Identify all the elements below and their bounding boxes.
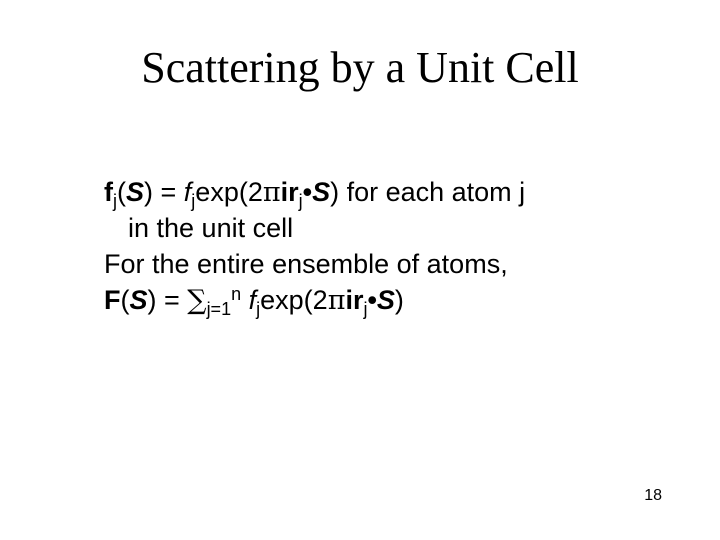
- eq1-s-vector-2: S: [312, 177, 331, 207]
- eq1-s-vector: S: [126, 177, 145, 207]
- eq1-continuation: in the unit cell: [128, 213, 294, 243]
- eq2-s-vector: S: [129, 285, 148, 315]
- eq2-sum-lower: j=1: [206, 299, 232, 319]
- eq2-sub-j-2: j: [363, 299, 368, 319]
- eq1-dot: •: [302, 177, 313, 207]
- eq1-tail: ) for each atom j: [330, 177, 526, 207]
- eq1-f-italic: f: [183, 177, 192, 207]
- eq1-sub-j-2: j: [191, 191, 196, 211]
- eq2-s-vector-2: S: [376, 285, 395, 315]
- eq2-exp-open: exp(2: [260, 285, 328, 315]
- eq1-equals: ) =: [144, 177, 184, 207]
- eq2-pi: π: [327, 285, 346, 316]
- eq1-f: f: [104, 177, 113, 207]
- eq2-open-paren: (: [120, 285, 130, 315]
- equation-structure-factor: [104, 282, 704, 318]
- eq2-sum-symbol: ∑: [187, 285, 207, 316]
- page-number: 18: [644, 487, 662, 504]
- eq2-close-paren: ): [394, 285, 404, 315]
- eq1-sub-j-3: j: [298, 191, 303, 211]
- eq1-open-paren: (: [117, 177, 126, 207]
- eq2-equals: ) =: [147, 285, 188, 315]
- eq2-sum-upper: n: [231, 284, 242, 304]
- eq1-exp-open: exp(2: [195, 177, 263, 207]
- slide-title: Scattering by a Unit Cell: [141, 43, 579, 92]
- eq2-f-italic: f: [248, 285, 257, 315]
- eq2-F: F: [104, 285, 121, 315]
- slide-body: [104, 174, 704, 318]
- eq1-sub-j: j: [113, 191, 117, 211]
- ensemble-text: For the entire ensemble of atoms,: [104, 249, 508, 279]
- eq2-dot: •: [367, 285, 377, 315]
- eq2-sub-j: j: [256, 299, 261, 319]
- eq2-ir: ir: [345, 285, 364, 315]
- equation-atomic-scattering: [104, 174, 704, 210]
- eq1-pi: π: [262, 177, 281, 208]
- eq1-ir: ir: [280, 177, 299, 207]
- eq2-space: [241, 285, 249, 315]
